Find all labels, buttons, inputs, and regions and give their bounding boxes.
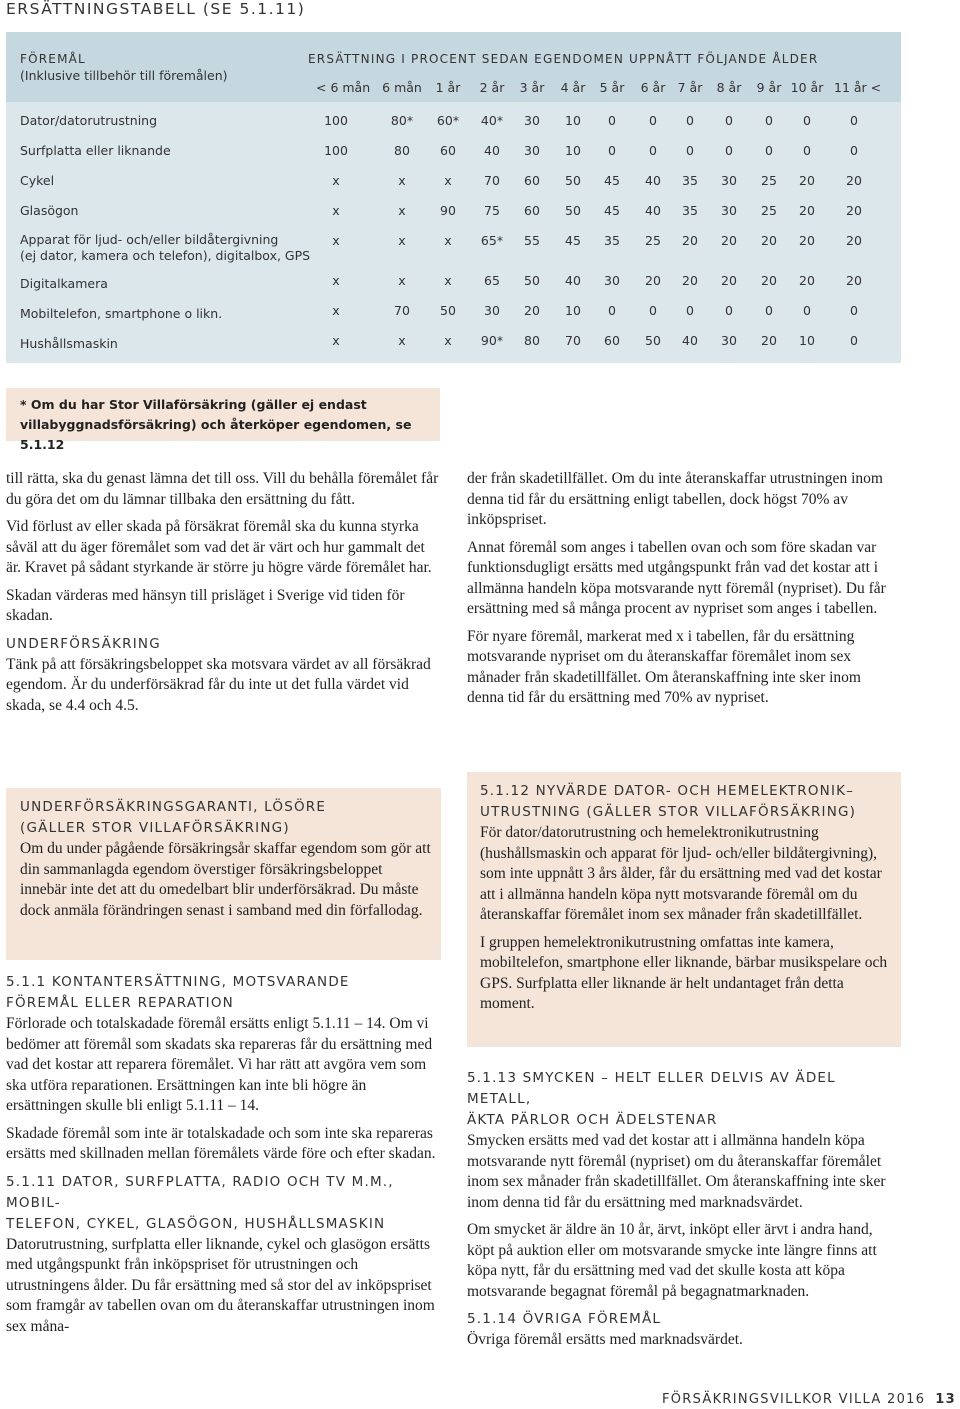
table-cell: 0 — [608, 303, 616, 318]
table-cell: 100 — [324, 113, 348, 128]
heading-5-1-12-cont: UTRUSTNING (GÄLLER STOR VILLAFÖRSÄKRING) — [480, 804, 857, 820]
guarantee-box — [6, 788, 441, 960]
table-cell: 0 — [686, 113, 694, 128]
left-column-bottom — [6, 972, 442, 1344]
row-label — [20, 336, 118, 352]
table-cell: 70 — [484, 173, 500, 188]
table-cell: 20 — [721, 233, 737, 248]
table-cell: 0 — [803, 143, 811, 158]
row-label-text: Hushållsmaskin — [20, 336, 118, 351]
heading-5-1-12: 5.1.12 NYVÄRDE DATOR- OCH HEMELEKTRONIK– — [480, 783, 855, 799]
replacement-table — [6, 32, 901, 363]
table-cell: x — [398, 233, 406, 248]
table-cell: 30 — [524, 113, 540, 128]
paragraph: der från skadetillfället. Om du inte återanskaffar utrustningen inom denna tid får du ersättning enligt tabellen, dock högst 70% av inköpspriset. — [467, 470, 883, 528]
table-cell: 65 — [484, 273, 500, 288]
table-cell: 30 — [484, 303, 500, 318]
paragraph: För dator/datorutrustning och hemelektronikutrustning (hushållsmaskin och apparat för ljud- och/eller bildåtergivning), som inte uppnått 3 års ålder, får du ersättning med vad det kostar att i allmänna handeln köpa nytt motsvarande föremål om du återanskaffar föremålet inom sex månader från skadetillfället. — [480, 824, 882, 923]
footer-title: FÖRSÄKRINGSVILLKOR VILLA 2016 — [661, 1392, 926, 1407]
heading-5-1-1: 5.1.1 KONTANTERSÄTTNING, MOTSVARANDE — [6, 974, 350, 990]
table-cell: 20 — [524, 303, 540, 318]
row-label — [20, 232, 310, 264]
right-column-bottom — [467, 1068, 901, 1358]
age-header-cell: 9 år — [756, 80, 782, 95]
table-cell: 20 — [799, 233, 815, 248]
row-label — [20, 203, 78, 219]
table-cell: 20 — [721, 273, 737, 288]
page-title: ERSÄTTNINGSTABELL (SE 5.1.11) — [6, 0, 306, 18]
table-cell: 60 — [440, 143, 456, 158]
table-cell: 50 — [565, 203, 581, 218]
row-label-text: Glasögon — [20, 203, 79, 218]
age-header-cell: 10 år — [790, 80, 824, 95]
page-footer — [662, 1392, 956, 1407]
table-cell: 10 — [565, 113, 581, 128]
table-cell: 0 — [765, 143, 773, 158]
left-column-top — [6, 469, 442, 723]
table-cell: 25 — [761, 173, 777, 188]
table-cell: x — [332, 333, 340, 348]
table-cell: 20 — [799, 273, 815, 288]
age-header-cell: 2 år — [479, 80, 505, 95]
table-cell: x — [332, 233, 340, 248]
table-cell: 0 — [725, 303, 733, 318]
heading-5-1-13: 5.1.13 SMYCKEN – HELT ELLER DELVIS AV ÄDEL METALL, — [467, 1070, 836, 1107]
table-cell: 50 — [440, 303, 456, 318]
row-label-text: Apparat för ljud- och/eller bildåtergivning — [20, 232, 279, 247]
table-cell: 20 — [645, 273, 661, 288]
table-cell: 60 — [604, 333, 620, 348]
age-header-cell: 1 år — [435, 80, 461, 95]
table-cell: 0 — [649, 113, 657, 128]
table-cell: 35 — [682, 203, 698, 218]
heading-5-1-1-cont: FÖREMÅL ELLER REPARATION — [6, 995, 234, 1011]
table-cell: 45 — [604, 203, 620, 218]
age-header-cell: 6 år — [640, 80, 666, 95]
table-cell: 20 — [846, 203, 862, 218]
row-label-text: Digitalkamera — [20, 276, 108, 291]
newvalue-box — [467, 772, 901, 1047]
table-cell: 0 — [765, 303, 773, 318]
table-cell: x — [332, 173, 340, 188]
row-label-text: Dator/datorutrustning — [20, 113, 158, 128]
table-cell: 20 — [682, 233, 698, 248]
heading-5-1-13-cont: ÄKTA PÄRLOR OCH ÄDELSTENAR — [467, 1112, 718, 1128]
row-label-text: Cykel — [20, 173, 55, 188]
table-cell: 0 — [608, 143, 616, 158]
table-cell: 60 — [524, 173, 540, 188]
table-cell: 100 — [324, 143, 348, 158]
right-column-top — [467, 469, 901, 716]
table-cell: 0 — [765, 113, 773, 128]
table-cell: 35 — [604, 233, 620, 248]
table-cell: 40* — [480, 113, 504, 128]
row-label — [20, 276, 108, 292]
table-cell: 0 — [608, 113, 616, 128]
row-label — [20, 143, 171, 159]
paragraph: För nyare föremål, markerat med x i tabellen, får du ersättning motsvarande nypriset om du återanskaffar föremålet inom sex månader från skadetillfället. Om återanskaffning inte sker inom denna tid får du ersättning med 70% av nypriset. — [467, 627, 861, 706]
table-cell: 0 — [850, 303, 858, 318]
table-cell: 30 — [721, 333, 737, 348]
paragraph: Vid förlust av eller skada på försäkrat föremål ska du kunna styrka såväl att du äger föremålet som vad det är värt och hur gammalt det är. Kravet på sådant styrkande är större ju högre värde föremålet har. — [6, 518, 432, 576]
note-box — [6, 388, 440, 452]
table-cell: 80 — [524, 333, 540, 348]
table-cell: 30 — [604, 273, 620, 288]
table-cell: x — [444, 233, 452, 248]
paragraph: I gruppen hemelektronikutrustning omfattas inte kamera, mobiltelefon, smartphone eller liknande, bärbar musikspelare och GPS. Surfplatta eller liknande är helt undantaget från detta moment. — [480, 933, 888, 1012]
heading-guarantee-sub: (GÄLLER STOR VILLAFÖRSÄKRING) — [20, 820, 290, 836]
row-label-text-2: (ej dator, kamera och telefon), digitalbox, GPS — [20, 248, 311, 263]
paragraph: Smycken ersätts med vad det kostar att i allmänna handeln köpa motsvarande nytt föremål (nypriset) om du återanskaffar föremålet inom sex månader från skadetillfället. Om återanskaffning inte sker inom denna tid får du ersättning med marknadsvärdet. — [467, 1132, 886, 1211]
table-cell: 0 — [850, 333, 858, 348]
table-cell: 60* — [436, 113, 460, 128]
paragraph: Övriga föremål ersätts med marknadsvärdet. — [467, 1331, 743, 1348]
table-cell: 0 — [686, 303, 694, 318]
table-cell: 20 — [846, 273, 862, 288]
row-label-text: Surfplatta eller liknande — [20, 143, 171, 158]
age-header-cell: 6 mån — [382, 80, 422, 95]
note-text: * Om du har Stor Villaförsäkring (gäller ej endast villabyggnadsförsäkring) och återköper egendomen, se 5.1.12 — [20, 397, 412, 452]
table-cell: 90 — [440, 203, 456, 218]
age-header-cell: 4 år — [560, 80, 586, 95]
row-label — [20, 173, 54, 189]
age-header-cell: < 6 mån — [316, 80, 371, 95]
heading-underforsakring: UNDERFÖRSÄKRING — [6, 635, 161, 652]
paragraph: till rätta, ska du genast lämna det till oss. Vill du behålla föremålet får du göra det om du lämnar tillbaka den ersättning du fått. — [6, 470, 439, 508]
table-cell: 80* — [390, 113, 414, 128]
table-cell: 50 — [645, 333, 661, 348]
table-cell: 30 — [721, 173, 737, 188]
table-cell: 40 — [484, 143, 500, 158]
paragraph: Annat föremål som anges i tabellen ovan och som före skadan var funktionsdugligt ersätts med utgångspunkt från vad det kostar att i allmänna handeln köpa motsvarande nytt föremål (nypriset). Du får ersättning med så många procent av nypriset som anges i tabellen. — [467, 538, 886, 617]
table-cell: 20 — [846, 233, 862, 248]
age-header-cell: 11 år < — [834, 80, 882, 95]
table-cell: 35 — [682, 173, 698, 188]
table-cell: 0 — [725, 143, 733, 158]
table-cell: 45 — [565, 233, 581, 248]
paragraph: Om smycket är äldre än 10 år, ärvt, inköpt eller ärvt i andra hand, köpt på auktion eller om motsvarande smycke inte längre finns att köpa nytt, får du ersättning med vad det skulle kosta att köpa motsvarande begagnat föremål på begagnatmarknaden. — [467, 1221, 877, 1300]
table-cell: 30 — [524, 143, 540, 158]
paragraph: Skadade föremål som inte är totalskadade och som inte ska repareras ersätts med skillnaden mellan föremålets värde före och efter skadan. — [6, 1124, 436, 1162]
table-cell: 20 — [761, 233, 777, 248]
table-cell: 25 — [645, 233, 661, 248]
table-cell: 20 — [682, 273, 698, 288]
table-cell: 20 — [761, 273, 777, 288]
age-header-cell: 8 år — [716, 80, 742, 95]
table-cell: 0 — [803, 303, 811, 318]
table-cell: 40 — [645, 173, 661, 188]
table-cell: 30 — [721, 203, 737, 218]
paragraph: Skadan värderas med hänsyn till prisläget i Sverige vid tiden för skadan. — [6, 586, 405, 624]
heading-guarantee: UNDERFÖRSÄKRINGSGARANTI, LÖSÖRE — [20, 799, 327, 815]
table-cell: x — [398, 333, 406, 348]
age-header-cell: 5 år — [599, 80, 625, 95]
table-cell: 40 — [565, 273, 581, 288]
heading-5-1-11-cont: TELEFON, CYKEL, GLASÖGON, HUSHÅLLSMASKIN — [6, 1215, 386, 1232]
age-header-cell: 7 år — [677, 80, 703, 95]
table-cell: 0 — [686, 143, 694, 158]
paragraph: Om du under pågående försäkringsår skaffar egendom som gör att din sammanlagda egendom överstiger försäkringsbeloppet innebär inte det att du omedelbart blir underförsäkrad. Du måste dock anmäla förändringen senast i samband med din förfallodag. — [20, 840, 431, 919]
row-label-text: Mobiltelefon, smartphone o likn. — [20, 306, 223, 321]
table-cell: x — [332, 303, 340, 318]
table-cell: x — [332, 203, 340, 218]
table-cell: 10 — [565, 143, 581, 158]
age-header-cell: 3 år — [519, 80, 545, 95]
heading-5-1-14: 5.1.14 ÖVRIGA FÖREMÅL — [467, 1311, 662, 1327]
table-cell: 10 — [799, 333, 815, 348]
header-item: FÖREMÅL — [20, 52, 86, 66]
table-cell: 55 — [524, 233, 540, 248]
table-cell: x — [444, 333, 452, 348]
table-cell: x — [444, 173, 452, 188]
row-label — [20, 306, 222, 322]
paragraph: Datorutrustning, surfplatta eller liknande, cykel och glasögon ersätts med utgångspunkt från inköpspriset för utrustningen och utrustningens ålder. Du får ersättning med så stor del av inköpspriset som framgår av tabellen ovan om du återanskaffar utrustningen inom sex måna- — [6, 1235, 435, 1335]
table-cell: 70 — [565, 333, 581, 348]
paragraph: Tänk på att försäkringsbeloppet ska motsvara värdet av all försäkrad egendom. Är du underförsäkrad får du inte ut det fulla värdet vid skada, se 4.4 och 4.5. — [6, 655, 431, 714]
table-cell: 70 — [394, 303, 410, 318]
table-cell: 20 — [799, 203, 815, 218]
table-cell: 0 — [725, 113, 733, 128]
table-cell: x — [398, 173, 406, 188]
table-cell: 50 — [565, 173, 581, 188]
table-cell: 75 — [484, 203, 500, 218]
table-cell: 20 — [846, 173, 862, 188]
table-cell: 40 — [682, 333, 698, 348]
page-number: 13 — [935, 1392, 956, 1407]
table-cell: 0 — [803, 113, 811, 128]
table-cell: 40 — [645, 203, 661, 218]
table-cell: 45 — [604, 173, 620, 188]
table-cell: 65* — [480, 233, 504, 248]
table-cell: 50 — [524, 273, 540, 288]
row-label — [20, 113, 157, 129]
header-item-sub: (Inklusive tillbehör till föremålen) — [20, 68, 228, 83]
table-cell: 0 — [649, 303, 657, 318]
table-cell: x — [398, 273, 406, 288]
table-cell: x — [332, 273, 340, 288]
paragraph: Förlorade och totalskadade föremål ersätts enligt 5.1.11 – 14. Om vi bedömer att föremål som skadats ska repareras får du ersättning med vad det kostar att reparera föremålet. Vi har rätt att avgöra vem som ska utföra reparationen. Ersättningen kan inte bli högre än ersättningen skulle bli enligt 5.1.11 – 14. — [6, 1015, 433, 1114]
table-cell: 90* — [480, 333, 504, 348]
table-cell: 0 — [850, 143, 858, 158]
table-cell: 0 — [850, 113, 858, 128]
table-cell: 20 — [761, 333, 777, 348]
header-age: ERSÄTTNING I PROCENT SEDAN EGENDOMEN UPPNÅTT FÖLJANDE ÅLDER — [308, 52, 819, 66]
table-cell: x — [398, 203, 406, 218]
table-cell: 0 — [649, 143, 657, 158]
heading-5-1-11: 5.1.11 DATOR, SURFPLATTA, RADIO OCH TV M.M., MOBIL- — [6, 1173, 394, 1211]
table-cell: 25 — [761, 203, 777, 218]
table-cell: x — [444, 273, 452, 288]
table-cell: 20 — [799, 173, 815, 188]
table-cell: 60 — [524, 203, 540, 218]
table-cell: 80 — [394, 143, 410, 158]
table-cell: 10 — [565, 303, 581, 318]
